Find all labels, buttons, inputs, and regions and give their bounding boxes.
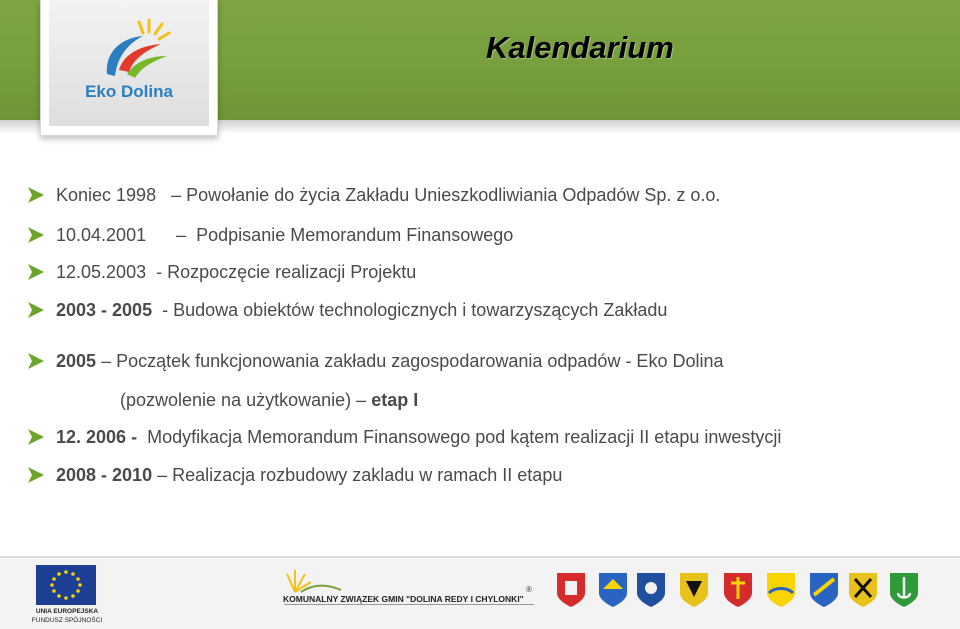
- item-text: Budowa obiektów technologicznych i towarzyszących Zakładu: [173, 300, 668, 320]
- arrow-bullet-icon: [26, 186, 46, 204]
- list-item-continuation: [120, 390, 418, 411]
- item-separator: -: [156, 262, 163, 282]
- item-text: Modyfikacja Memorandum Finansowego pod kątem realizacji II etapu inwestycji: [147, 427, 782, 447]
- eu-label: UNIA EUROPEJSKA: [35, 608, 99, 615]
- crest-hel-icon: [888, 571, 920, 609]
- item-separator: –: [157, 465, 168, 485]
- item-date: 2003 - 2005: [56, 300, 153, 320]
- arrow-bullet-icon: [26, 301, 46, 319]
- crest-wejherowo-icon: [678, 571, 710, 609]
- crest-reda-icon: [635, 571, 667, 609]
- item-stage: etap I: [371, 390, 419, 410]
- page-title: Kalendarium: [486, 30, 674, 65]
- item-separator: –: [176, 225, 187, 245]
- eu-flag-icon: [36, 565, 96, 605]
- kzg-sun-logo-icon: [283, 566, 343, 594]
- eu-stars-icon: [36, 565, 96, 605]
- item-date: 2005: [56, 351, 97, 371]
- item-separator: -: [162, 300, 169, 320]
- arrow-bullet-icon: [26, 466, 46, 484]
- crest-puck-icon: [722, 571, 754, 609]
- item-date: 2008 - 2010: [56, 465, 153, 485]
- crest-jastarnia-icon: [808, 571, 840, 609]
- item-separator: –: [171, 185, 182, 205]
- item-text: Realizacja rozbudowy zakladu w ramach II etapu: [172, 465, 563, 485]
- item-text: Początek funkcjonowania zakładu zagospodarowania odpadów - Eko Dolina: [116, 351, 724, 371]
- item-text: Podpisanie Memorandum Finansowego: [196, 225, 514, 245]
- kzg-underline: [284, 604, 534, 605]
- item-text: Powołanie do życia Zakładu Unieszkodliwiania Odpadów Sp. z o.o.: [186, 185, 721, 205]
- arrow-bullet-icon: [26, 428, 46, 446]
- registered-mark: ®: [526, 585, 532, 594]
- crest-gdynia-icon: [555, 571, 587, 609]
- cohesion-fund-label: FUNDUSZ SPÓJNOŚCI: [31, 617, 103, 624]
- arrow-bullet-icon: [26, 226, 46, 244]
- logo-text: Eko Dolina: [85, 82, 173, 101]
- item-date: Koniec 1998: [56, 185, 157, 205]
- item-cont-text: (pozwolenie na użytkowanie): [120, 390, 352, 410]
- item-separator: –: [356, 390, 367, 410]
- crest-kosakowo-icon: [765, 571, 797, 609]
- arrow-bullet-icon: [26, 352, 46, 370]
- item-date: 10.04.2001: [56, 225, 147, 245]
- crest-wladyslawowo-icon: [847, 571, 879, 609]
- arrow-bullet-icon: [26, 263, 46, 281]
- item-date: 12. 2006 -: [56, 427, 138, 447]
- kzg-label: KOMUNALNY ZWIĄZEK GMIN "DOLINA REDY I CHYLONKI": [283, 594, 524, 604]
- crest-rumia-icon: [597, 571, 629, 609]
- item-text: Rozpoczęcie realizacji Projektu: [167, 262, 417, 282]
- item-date: 12.05.2003: [56, 262, 147, 282]
- item-separator: –: [101, 351, 112, 371]
